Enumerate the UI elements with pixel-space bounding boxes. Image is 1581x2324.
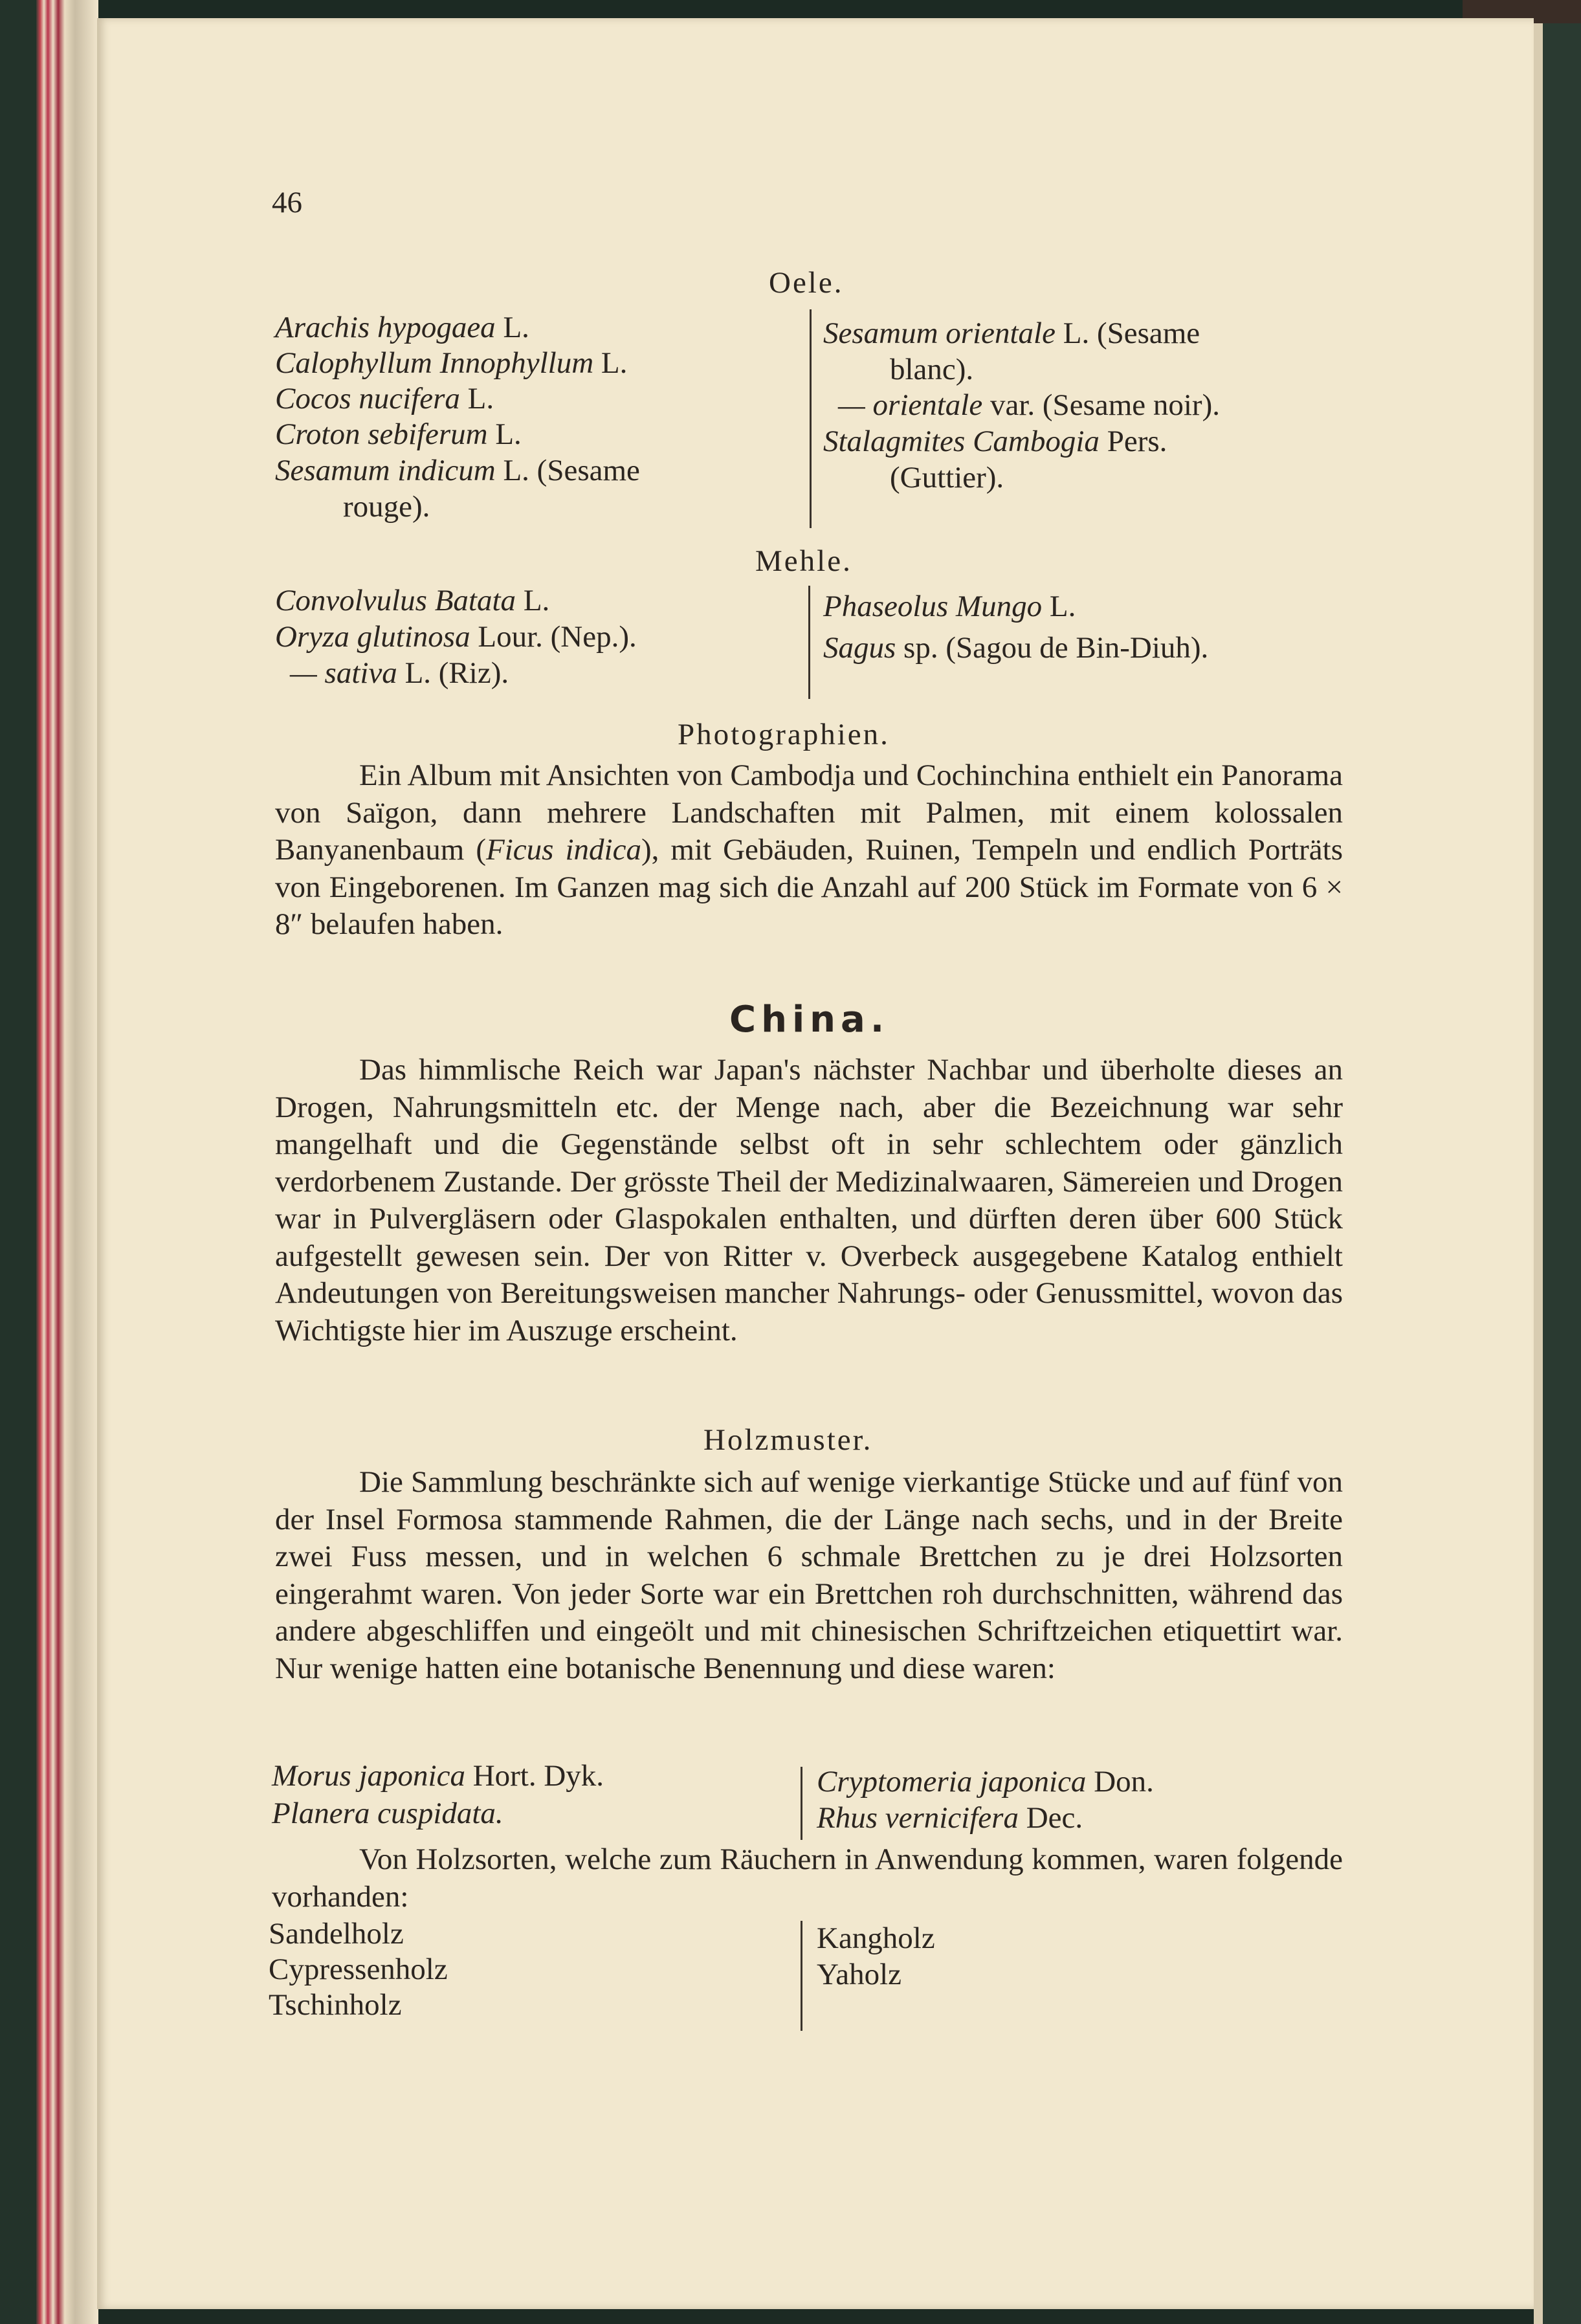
list-item: Sesamum indicum L. (Sesame [275, 454, 640, 487]
section-heading-china: China. [729, 999, 890, 1041]
list-item: Rhus vernicifera Dec. [817, 1801, 1083, 1835]
column-divider [808, 586, 810, 699]
column-divider [801, 1767, 802, 1840]
paragraph-photographien: Ein Album mit Ansichten von Cambodja und Cochinchina enthielt ein Panorama von Saïgon, dann mehrere Landschaften mit Palmen, mit einem kolossalen Banyanenbaum (Ficus indica), mit Gebäuden, Ruinen, Tempeln und endlich Porträts von Eingeborenen. Im Ganzen mag sich die Anzahl auf 200 Stück im Formate von 6 × 8″ belaufen haben. [275, 758, 1343, 941]
section-heading-oele: Oele. [769, 266, 844, 300]
list-item: Kangholz [817, 1921, 935, 1955]
list-item: Phaseolus Mungo L. [823, 590, 1076, 623]
list-item: Sesamum orientale L. (Sesame [823, 316, 1200, 350]
list-item-continuation: rouge). [343, 490, 430, 524]
list-item: Croton sebiferum L. [275, 417, 522, 451]
list-item-continuation: (Guttier). [890, 461, 1004, 494]
column-divider [801, 1921, 802, 2031]
list-item: Cryptomeria japonica Don. [817, 1765, 1154, 1798]
list-item: — sativa L. (Riz). [290, 656, 509, 690]
paragraph-china: Das himmlische Reich war Japan's nächster Nachbar und überholte dieses an Drogen, Nahrungsmitteln etc. der Menge nach, aber die Bezeichnung war sehr mangelhaft und die Gegenstände selbst oft in sehr schlechtem oder gänzlich verdorbenem Zustande. Der grösste Theil der Medizinalwaaren, Sämereien und Drogen war in Pulvergläsern oder Glaspokalen enthalten, und dürften deren über 600 Stück aufgestellt gewesen sein. Der von Ritter v. Overbeck ausgegebene Katalog enthielt Andeutungen von Bereitungsweisen mancher Nahrungs- oder Genussmittel, wovon das Wichtigste hier im Auszuge erscheint. [275, 1053, 1343, 1347]
paragraph-raeucher: Von Holzsorten, welche zum Räuchern in Anwendung kommen, waren folgende vorhanden: [272, 1843, 1343, 1914]
list-item-continuation: blanc). [890, 353, 974, 386]
section-heading-mehle: Mehle. [755, 544, 852, 578]
list-item: — orientale var. (Sesame noir). [838, 388, 1220, 422]
column-divider [810, 309, 812, 528]
list-item: Calophyllum Innophyllum L. [275, 346, 628, 380]
page-edges [36, 0, 98, 2324]
list-item: Morus japonica Hort. Dyk. [272, 1759, 604, 1793]
page-number: 46 [272, 186, 302, 219]
list-item: Planera cuspidata. [272, 1797, 503, 1830]
section-heading-holzmuster: Holzmuster. [703, 1423, 873, 1457]
paragraph-holzmuster: Die Sammlung beschränkte sich auf wenige vierkantige Stücke und auf fünf von der Insel Formosa stammende Rahmen, die der Länge nach sechs, und in der Breite zwei Fuss messen, und in welchen 6 schmale Brettchen zu je drei Holzsorten eingerahmt waren. Von jeder Sorte war ein Brettchen roh durchschnitten, während das andere abgeschliffen und eingeölt und mit chinesischen Schriftzeichen etiquettirt war. Nur wenige hatten eine botanische Benennung und diese waren: [275, 1465, 1343, 1685]
list-item: Sagus sp. (Sagou de Bin-Diuh). [823, 631, 1209, 665]
list-item: Oryza glutinosa Lour. (Nep.). [275, 620, 637, 654]
list-item: Convolvulus Batata L. [275, 584, 550, 617]
section-heading-photographien: Photographien. [678, 718, 890, 751]
list-item: Yaholz [817, 1958, 902, 1991]
list-item: Arachis hypogaea L. [275, 311, 529, 344]
list-item: Cypressenholz [269, 1953, 448, 1986]
book-binding [0, 0, 36, 2324]
list-item: Sandelholz [269, 1917, 404, 1951]
list-item: Stalagmites Cambogia Pers. [823, 425, 1167, 458]
list-item: Cocos nucifera L. [275, 382, 494, 415]
next-page-edge [1534, 0, 1581, 2324]
list-item: Tschinholz [269, 1988, 402, 2022]
